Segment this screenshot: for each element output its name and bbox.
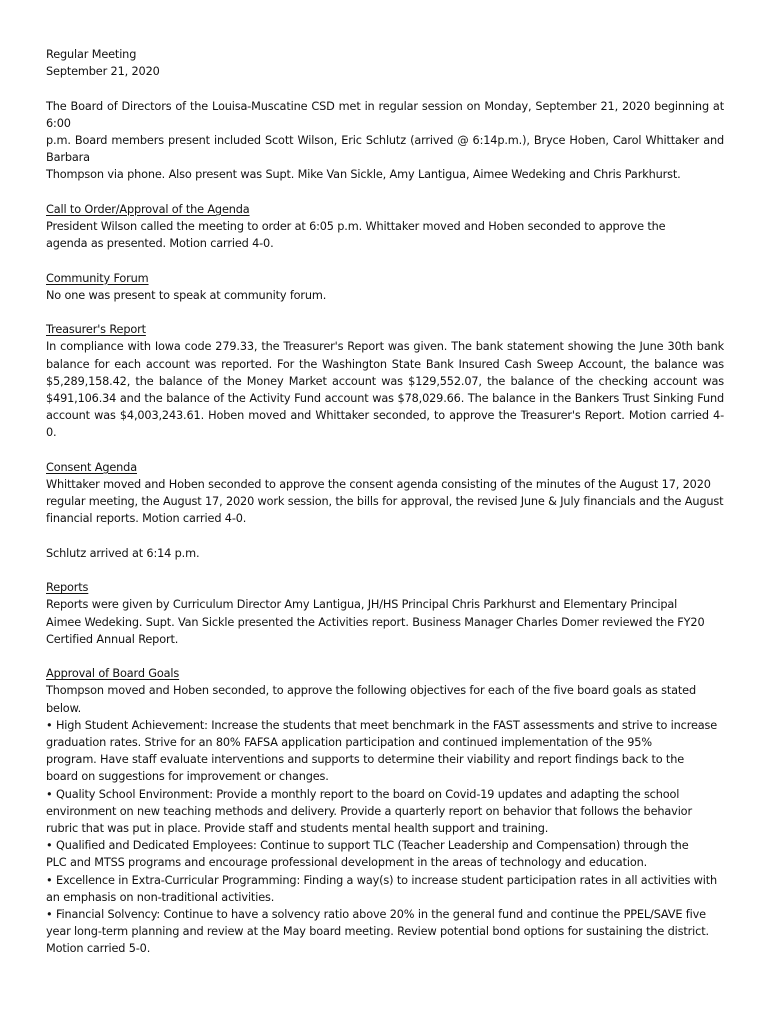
- paragraph-line: Schlutz arrived at 6:14 p.m.: [46, 546, 200, 560]
- paragraph-line: In compliance with Iowa code 279.33, the Treasurer's Report was given. The bank statement showing the June 30th bank: [46, 340, 724, 354]
- call-to-order-section: [46, 201, 724, 253]
- section-heading: Call to Order/Approval of the Agenda: [46, 202, 250, 216]
- goal-item-line: • Qualified and Dedicated Employees: Continue to support TLC (Teacher Leadership and Compensation) through the: [46, 839, 689, 853]
- goal-item-line: year long-term planning and review at the May board meeting. Review potential bond options for sustaining the district.: [46, 925, 709, 939]
- treasurers-report-section: [46, 321, 724, 441]
- paragraph-line: Thompson via phone. Also present was Supt. Mike Van Sickle, Amy Lantigua, Aimee Wedeking and Chris Parkhurst.: [46, 168, 681, 182]
- consent-agenda-section: [46, 459, 724, 528]
- paragraph-line: balance for each account was reported. For the Washington State Bank Insured Cash Sweep Account, the balance was: [46, 357, 724, 371]
- paragraph-line: Reports were given by Curriculum Director Amy Lantigua, JH/HS Principal Chris Parkhurst and Elementary Principal: [46, 598, 678, 612]
- goal-item-line: rubric that was put in place. Provide staff and students mental health support and training.: [46, 822, 549, 836]
- goal-item-line: • High Student Achievement: Increase the students that meet benchmark in the FAST assessments and strive to increase: [46, 718, 718, 732]
- paragraph-line: 0.: [46, 426, 57, 440]
- section-heading: Approval of Board Goals: [46, 667, 180, 681]
- reports-section: [46, 579, 724, 648]
- paragraph-line: Motion carried 5-0.: [46, 942, 151, 956]
- section-heading: Treasurer's Report: [46, 323, 146, 337]
- meeting-date: September 21, 2020: [46, 65, 160, 79]
- paragraph-line: agenda as presented. Motion carried 4-0.: [46, 237, 274, 251]
- paragraph-line: $491,106.34 and the balance of the Activity Fund account was $78,029.66. The balance in the Bankers Trust Sinking Fund: [46, 392, 724, 405]
- meeting-title: Regular Meeting: [46, 48, 137, 61]
- paragraph-line: President Wilson called the meeting to order at 6:05 p.m. Whittaker moved and Hoben seconded to approve the: [46, 220, 666, 233]
- intro-paragraph: [46, 98, 724, 184]
- paragraph-line: Whittaker moved and Hoben seconded to approve the consent agenda consisting of the minutes of the August 17, 2020: [46, 478, 711, 491]
- paragraph-line: financial reports. Motion carried 4-0.: [46, 512, 247, 526]
- section-heading: Consent Agenda: [46, 460, 137, 474]
- paragraph-line: $5,289,158.42, the balance of the Money Market account was $129,552.07, the balance of the checking account was: [46, 374, 724, 388]
- paragraph-line: regular meeting, the August 17, 2020 work session, the bills for approval, the revised June & July financials and the August: [46, 495, 724, 509]
- goal-item-line: • Quality School Environment: Provide a monthly report to the board on Covid-19 updates and adapting the school: [46, 787, 680, 801]
- community-forum-section: [46, 270, 724, 304]
- goal-item-line: • Financial Solvency: Continue to have a solvency ratio above 20% in the general fund and continue the PPEL/SAVE five: [46, 908, 706, 922]
- goal-item-line: board on suggestions for improvement or changes.: [46, 770, 329, 784]
- paragraph-line: account was $4,003,243.61. Hoben moved and Whittaker seconded, to approve the Treasurer's Report. Motion carried 4-: [46, 409, 724, 423]
- goal-item-line: PLC and MTSS programs and encourage professional development in the areas of technology and education.: [46, 856, 648, 870]
- paragraph-line: Thompson moved and Hoben seconded, to approve the following objectives for each of the five board goals as stated: [46, 684, 697, 698]
- section-heading: Community Forum: [46, 271, 149, 285]
- paragraph-line: Certified Annual Report.: [46, 632, 179, 646]
- paragraph-line: Aimee Wedeking. Supt. Van Sickle presented the Activities report. Business Manager Charles Domer reviewed the FY20: [46, 615, 705, 629]
- board-goals-section: [46, 665, 724, 957]
- section-heading: Reports: [46, 581, 89, 595]
- paragraph-line: The Board of Directors of the Louisa-Muscatine CSD met in regular session on Monday, September 21, 2020 beginning at 6:00: [46, 99, 724, 130]
- paragraph-line: below.: [46, 701, 82, 715]
- goal-item-line: graduation rates. Strive for an 80% FAFSA application participation and continued implementation of the 95%: [46, 736, 652, 749]
- goal-item-line: an emphasis on non-traditional activities.: [46, 890, 275, 904]
- goal-item-line: program. Have staff evaluate interventions and supports to determine their viability and report findings back to the: [46, 753, 685, 767]
- paragraph-line: p.m. Board members present included Scott Wilson, Eric Schlutz (arrived @ 6:14p.m.), Bryce Hoben, Carol Whittaker and Barbara: [46, 134, 724, 165]
- schlutz-arrival-note: [46, 545, 724, 562]
- goal-item-line: environment on new teaching methods and delivery. Provide a quarterly report on behavior that follows the behavior: [46, 804, 692, 818]
- goal-item-line: • Excellence in Extra-Curricular Programming: Finding a way(s) to increase student participation rates in all activities with: [46, 873, 718, 887]
- paragraph-line: No one was present to speak at community forum.: [46, 288, 327, 302]
- meeting-header: [46, 46, 724, 80]
